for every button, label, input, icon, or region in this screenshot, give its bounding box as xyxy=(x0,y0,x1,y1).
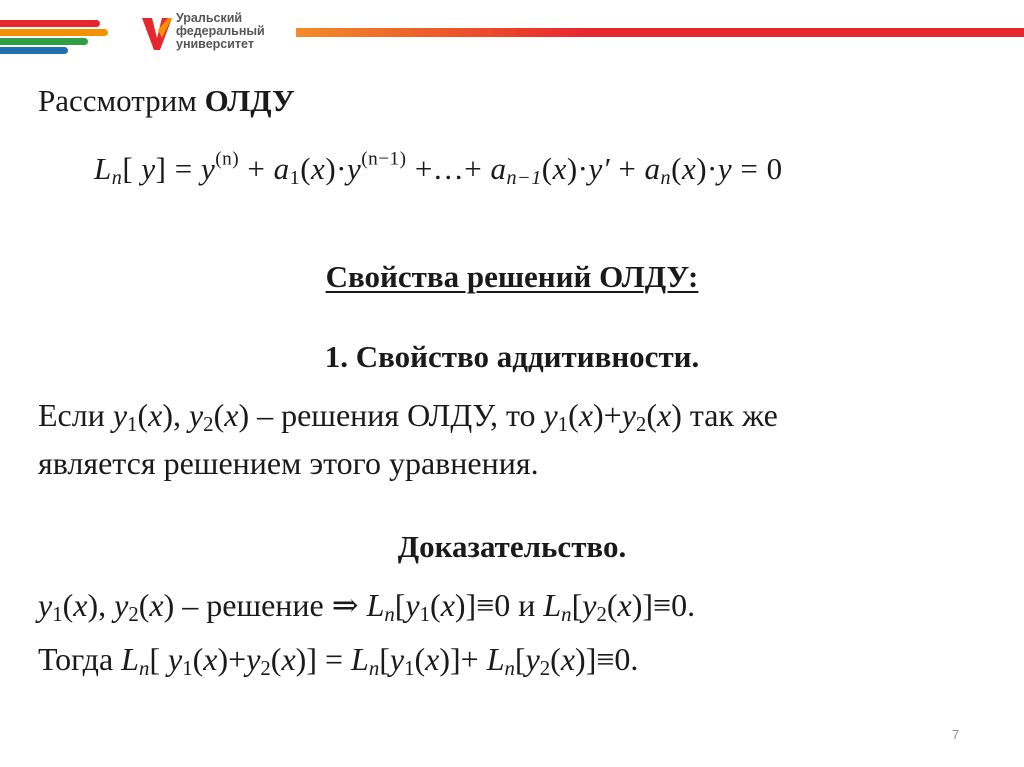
header-stripe-blue xyxy=(0,47,68,54)
header-stripe-red xyxy=(0,20,100,27)
proof-line-2: Тогда $L_n$[ $y_1(x)+y_2(x)] = L_n[y_1(x)]+ L_n[y_2(x)]\equiv 0$. xyxy=(38,641,639,681)
proof-line-1: $y_1(x)$, $y_2(x)$ – решение ⇒ $L_n[y_1(x)]\equiv 0$ и $L_n[y_2(x)]\equiv 0$. xyxy=(38,587,696,627)
property-1-heading: 1. Свойство аддитивности. xyxy=(324,339,700,374)
university-logo-text xyxy=(176,12,265,51)
logo-line-3: университет xyxy=(176,37,254,51)
logo-line-1: Уральский xyxy=(176,11,243,25)
statement-line-1: Если $y_1(x)$, $y_2(x)$ – решения ОЛДУ, то $y_1(x)+y_2(x)$ так же xyxy=(38,397,778,437)
properties-heading: Свойства решений ОЛДУ: xyxy=(325,259,699,294)
university-logo-icon xyxy=(138,14,176,54)
proof-heading: Доказательство. xyxy=(397,529,627,564)
intro-bold: ОЛДУ xyxy=(204,83,295,118)
header-stripe-orange xyxy=(0,29,108,36)
implies-icon: ⇒ xyxy=(331,587,359,623)
logo-line-2: федеральный xyxy=(176,24,265,38)
slide-number: 7 xyxy=(952,727,960,742)
header-stripe-long xyxy=(296,28,1024,37)
ode-equation: $L_n$[ $y] = y^{(n)} + a_1(x)\cdot y^{(n-1)}$ +…+ $a_{n-1}(x)\cdot y' + a_n(x)\cdot y = 0$ xyxy=(94,148,783,190)
statement-line-2: является решением этого уравнения. xyxy=(38,445,539,481)
intro-text: Рассмотрим xyxy=(38,83,205,118)
intro-line xyxy=(38,82,295,120)
header-stripe-green xyxy=(0,38,88,45)
